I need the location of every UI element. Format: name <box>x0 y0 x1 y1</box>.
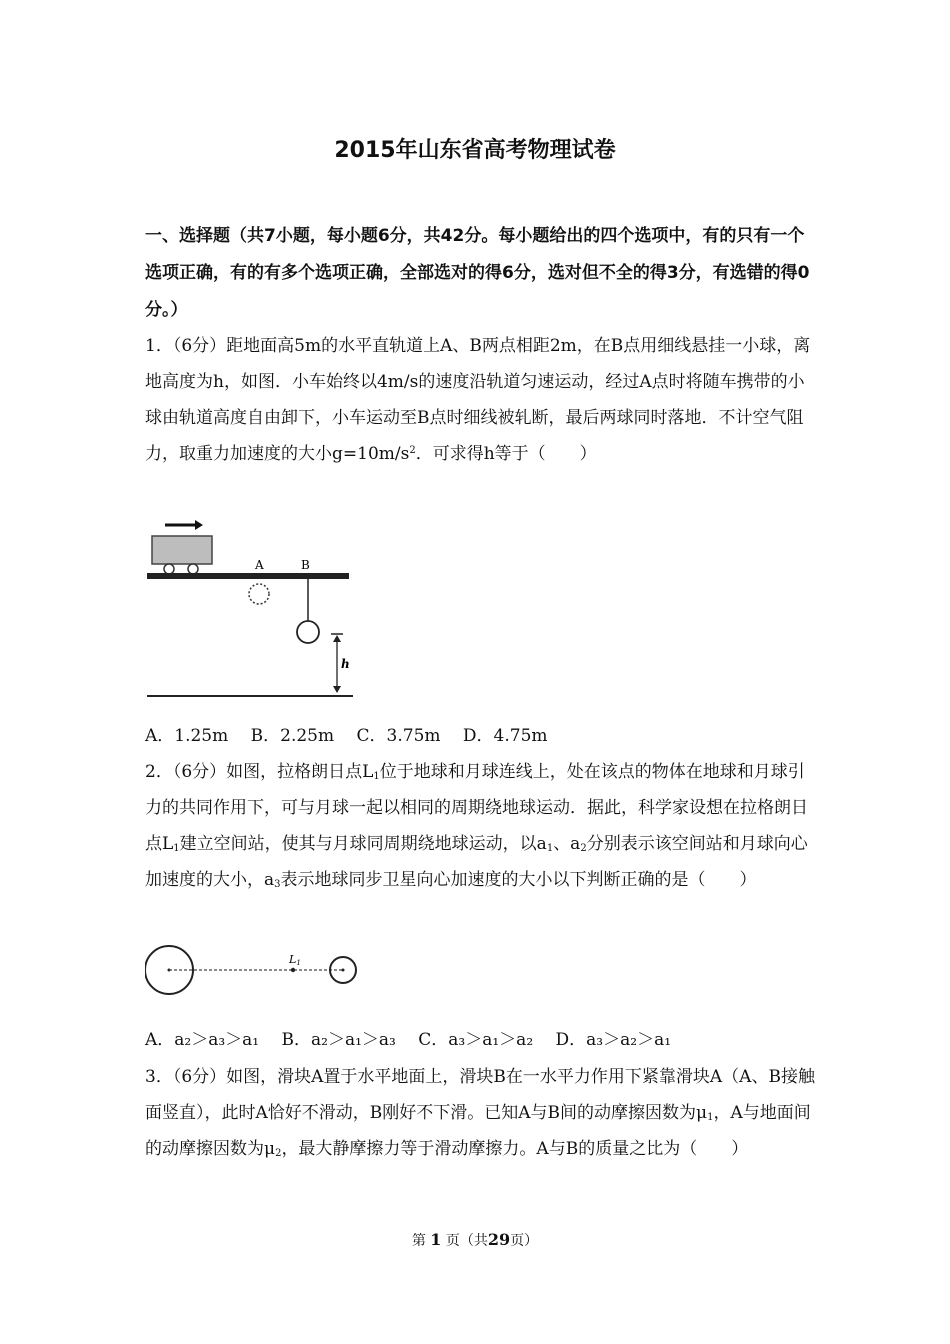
question-1-options: A．1.25m B．2.25m C．3.75m D．4.75m <box>145 726 548 746</box>
height-arrow-up <box>333 635 341 642</box>
height-arrow-down <box>333 686 341 693</box>
question-2-figure <box>145 942 365 998</box>
question-1-stem: 1．（6分）距地面高5m的水平直轨道上A、B两点相距2m，在B点用细线悬挂一小球，离地高度为h，如图．小车始终以4m/s的速度沿轨道匀速运动，经过A点时将随车携带的小球由轨道高度自由卸下，小车运动至B点时细线被轧断，最后两球同时落地．不计空气阻力，取重力加速度的大小$g=10m/s^2$．可求得h等于（ ） <box>145 336 811 464</box>
l1-point <box>291 968 295 972</box>
cart-wheel <box>164 564 174 574</box>
cart-wheel <box>188 564 198 574</box>
motion-arrow-head <box>195 520 203 530</box>
label-h: h <box>341 657 350 671</box>
question-3-stem: 3．（6分）如图，滑块A置于水平地面上，滑块B在一水平力作用下紧靠滑块A（A、B接触面竖直），此时A恰好不滑动，B刚好不下滑。已知A与B间的动摩擦因数为$\mu_1$，A与地面间的动摩擦因数为$\mu_2$，最大静摩擦力等于滑动摩擦力。A与B的质量之比为（ ） <box>145 1067 815 1159</box>
question-1-figure <box>145 516 355 702</box>
question-2 <box>145 754 815 898</box>
label-l1: L1 <box>289 953 301 967</box>
moon-center <box>342 969 345 972</box>
cart-body <box>152 536 212 564</box>
label-a: A <box>255 558 264 572</box>
exam-title: 2015年山东省高考物理试卷 <box>334 138 616 163</box>
question-1 <box>145 328 815 472</box>
page-footer: 第 1 页（共29页） <box>411 1230 539 1249</box>
question-2-stem: 2．（6分）如图，拉格朗日点$L_1$位于地球和月球连线上，处在该点的物体在地球和月球引力的共同作用下，可与月球一起以相同的周期绕地球运动．据此，科学家设想在拉格朗日点$L_1$建立空间站，使其与月球同周期绕地球运动，以$a_1$、$a_2$分别表示该空间站和月球向心加速度的大小，$a_3$表示地球同步卫星向心加速度的大小以下判断正确的是（ ） <box>145 762 808 890</box>
dashed-ball <box>249 584 269 604</box>
label-b: B <box>301 558 310 572</box>
question-3 <box>145 1059 815 1167</box>
track <box>147 573 349 579</box>
question-2-options: A．a₂＞a₃＞a₁ B．a₂＞a₁＞a₃ C．a₃＞a₁＞a₂ D．a₃＞a₂＞a₁ <box>145 1030 672 1050</box>
hanging-ball <box>297 621 319 643</box>
section-header: 一、选择题（共7小题，每小题6分，共42分。每小题给出的四个选项中，有的只有一个选项正确，有的有多个选项正确，全部选对的得6分，选对但不全的得3分，有选错的得0分。） <box>145 226 810 320</box>
page-number: 1 <box>430 1230 442 1249</box>
page-total: 29 <box>487 1230 511 1249</box>
